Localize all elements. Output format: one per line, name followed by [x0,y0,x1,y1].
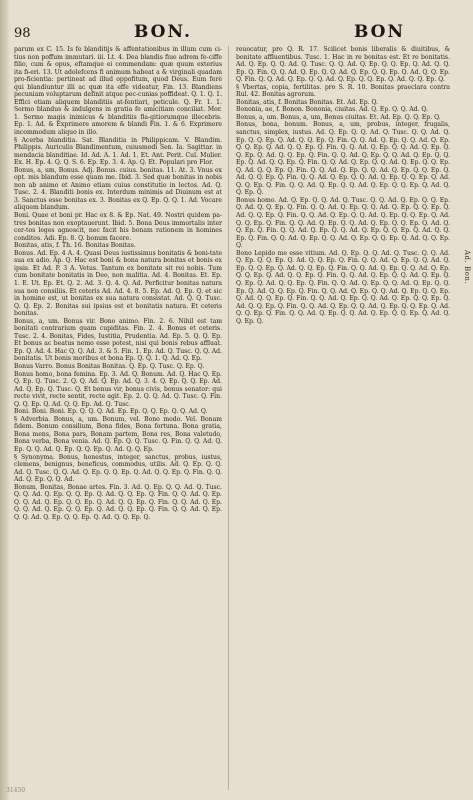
running-head-right: BON [354,22,406,42]
entry: Bonus, bona, bonum. Bonus, a, um, probus, integer, frugalis, sanctus, simplex, iustus. Ad. Q. Ep. Q. Q. Ad. Q. Tusc. Q. Q. Ad. Q. Ep. Q. Q. Ep. Q. Ad. Q. Q. Ep. Q. Fin. Q. Q. Ad. Q. Ep. Q. Q. Ad. Q. Ep. Q. Q. Ep. Q. Ad. Q. Q. Ep. Q. Fin. Q. Q. Ad. Q. Ep. Q. Q. Ad. Q. Ep. Q. Q. Ep. Q. Ad. Q. Q. Ep. Q. Fin. Q. Q. Ad. Q. Ep. Q. Q. Ad. Q. Ep. Q. Q. Ep. Q. Ad. Q. Q. Ep. Q. Fin. Q. Q. Ad. Q. Ep. Q. Q. Ad. Q. Ep. Q. Q. Ep. Q. Ad. Q. Q. Ep. Q. Fin. Q. Q. Ad. Q. Ep. Q. Q. Ad. Q. Ep. Q. Q. Ep. Q. Ad. Q. Q. Ep. Q. Fin. Q. Q. Ad. Q. Ep. Q. Q. Ad. Q. Ep. Q. Q. Ep. Q. Ad. Q. Q. Ep. Q. Fin. Q. Q. Ad. Q. Ep. Q. Q. Ad. Q. Ep. Q. Q. Ep. Q. Ad. Q. Q. Ep. Q. [236,121,450,197]
entry: Bonus homo, bona femina. Ep. 3. Ad. Q. Bonum. Ad. Q. Hac Q. Ep. Q. Ep. Q. Tusc. 2. Q. Q. Ad. Q. Ep. Ad. Q. 3. 4. Q. Ep. Q. Q. Ep. Ad. Ad. Q. Ep. Q. Tusc. Q. Et bonus vir, bonus civis, bonus senator: qui recte vivit, recte sentit, recte agit. Ep. 2. Q. Q. Ad. Q. Tusc. Q. Fin. Q. Q. Ep. Q. Ad. Q. Q. Ep. Ad. Q. Tusc. [14,370,222,408]
right-column [236,46,450,792]
left-column [14,46,222,792]
entry: § Acerba blanditia. Sat. Blanditia in Philippicam. V. Blandim. Philippis. Auriculis Blandimentum, cuiusmodi Sen. Ia. Sagittar. in mendacia blanditiae. Id. Ad. A. 1. Ad. 1. Et. Ant. Perit. Cul. Mulier. Ex. H. Ep. 4. Q. Q. S. 6. Ep. Ep. 3. 4. Ap. Q. Et. Populari pro Flor. [14,136,222,167]
entry: reuocatur, pro Q. R. 17. Scilicet bonis liberalis & diuitibus, & bonitate affluentibus. Tusc. 1. Hac in re bonitas est. Et re bonitatis. Ad. Q. Ep. Q. Q. Ad. Q. Tusc. Q. Q. Ad. Q. Ep. Q. Q. Ep. Q. Ad. Q. Q. Ep. Q. Fin. Q. Q. Ad. Q. Ep. Q. Q. Ad. Q. Ep. Q. Q. Ep. Q. Ad. Q. Q. Ep. Q. Fin. Q. Q. Ad. Q. Ep. Q. Q. Ad. Q. Ep. Q. Q. Ep. Q. Ad. Q. Q. Ep. Q. [236,46,450,84]
entry: § Synonyma. Bonus, honestus, integer, sanctus, probus, iustus, clemens, benignus, beneficus, commodus, utilis. Ad. Q. Ep. Q. Q. Ad. Q. Tusc. Q. Q. Ad. Q. Ep. Q. Q. Ep. Q. Ad. Q. Q. Ep. Q. Fin. Q. Q. Ad. Q. Ep. Q. Q. Ad. [14,453,222,484]
entry: Boni. Quae et boni pr. Hac ex 8. & Ep. Nat. 49. Nostri quidem pa-tres bonitas non exoptauerunt. Ibid. 5. Bona Deus immortalis inter cer-tos leges agnoscit, nec facit his bonam rationem in homines conditos. Adi. Ep. 8. Q. bonum facere. [14,212,222,242]
entry: Bononia, ae, f. Bonon. Bononia, ciuitas. Ad. Q. Ep. Q. Q. Ad. Q. [236,106,429,114]
running-head-left: BON. [134,22,192,42]
entry: Bonitas, atis, f. Bonitas Bonitas. Et. Ad. Ep. Q. [236,98,379,106]
column-divider [228,46,229,790]
entry: Bonus Varro. Bonus Bonitas Bonitas. Q. Ep. Q. Tusc. Q. Ep. Q. [14,362,205,370]
entry: parum ex C. 15. Is fe blanditijs & affentationibus in illum cum ci-tius non poffum immutari. iii. Lt. 4. Dea blandis fiue adrem fe-ciffe filio, cum & opus, eftamque ei commendam: quæ quum exterius ita fi-eri. 13. Ut adolefcens fi animum habeat a & virginali quadam pro-ficientia: pertineat ad illud oppofitum, quod Deus. Eum ferè qui blandiuntur illi ac quæ ita effe videatur, Fin. 13. Blandiens pecuniam voluptarum definit atque pec-cunias poffideat. Q. 1. Q. 1. Effici etiam aliquem blanditiis at-fentiari, peticule. Q. Fr. 1. 1. Sermo blandus & indulgens in gratia fe amicitiam conciliat. Mor. 1. Sermo magis inimicus & blanditiis fla-gitiorumque illecebris. Ep. 1. Ad. & Exprimere amorem & blandi Fin. 1. & 6. Exprimere incommodum aliquo in illo. [14,46,222,137]
library-mark: 31450 [6,787,26,794]
entry: Boni. Boni. Boni. Ep. Q. Q. Q. Ad. Ep. Ep. Q. Q. Ep. Q. Q. Ad. Q. [14,408,208,416]
entry: § Vbertas, copia, fertilitas. pro S. R. 10. Bonitas praeclara contra Rul. 42. Bonitas agrorum. [236,83,450,99]
margin-note: Ad. Bon. [463,250,471,285]
entry: Bonus. Ad. Ep. 4 A. 4. Quasi Deus iustissimus bonitatis & boni-tate sua ex adio. Ap. Q. Hac est boni & bona natura bonitas et bonis ex ipsis. Et Ad. P. 3 A. Vetus. Tantum ex bonitate sit rei nobis. Tum cum bonitate bonitatis in Deo, non malitia. Ad. 4. Bonitas. Et. Ep. 1. E. Ut. Ep. Et. Q. 2. Ad. 3. Q. 4. Q. Ad. Perficitur bonitas natura sua non consiliis. Et ceteris Ad. Ad. 4. 8. 5. Ep. Ad. Q. Ep. Q. et sic in homine est, ut bonitas ex sua natura consistat. Ad. Q. Q. Tusc. Q. Q. Ep. 2. Bonitas sui ipsius est et bonitatis natura. Et ceteris bonitas. [14,249,222,318]
page-header [14,22,461,44]
entry: Bonitas, atis, f. Th. 16. Bonitas Bonitas. [14,242,136,250]
entry: Bonus, a, um, Bonus. Adj. Bonus. cuius. bonitas. 11. At. 3. Vnus ex opt. mis blandum esse quam me. Ibid. 3. Sed quæ bonitas in nobis non ab animo et Animo etiam cuius constitutio in lectos. Ad. Q. Tusc. 2. 4. Blanditi bonis ex. Interdum minimis ad Diuinum est at 3. Sanctus esse bonitas ex. 3. Bonitas ex Q. Ep. Q. Q. 1. Ad. Vocare aliquem blandum. [14,166,222,212]
page-number: 98 [14,26,31,41]
entry: Bono Lepido me esse vitium. Ad. Q. Ep. Q. Q. Ad. Q. Tusc. Q. Q. Ad. Q. Ep. Q. Q. Ep. Q. Ad. Q. Q. Ep. Q. Fin. Q. Q. Ad. Q. Ep. Q. Q. Ad. Q. Ep. Q. Q. Ep. Q. Ad. Q. Q. Ep. Q. Fin. Q. Q. Ad. Q. Ep. Q. Q. Ad. Q. Ep. Q. Q. Ep. Q. Ad. Q. Q. Ep. Q. Fin. Q. Q. Ad. Q. Ep. Q. Q. Ad. Q. Ep. Q. Q. Ep. Q. Ad. Q. Q. Ep. Q. Fin. Q. Q. Ad. Q. Ep. Q. Q. Ad. Q. Ep. Q. Q. Ep. Q. Ad. Q. Q. Ep. Q. Fin. Q. Q. Ad. Q. Ep. Q. Q. Ad. Q. Ep. Q. Q. Ep. Q. Ad. Q. Q. Ep. Q. Fin. Q. Q. Ad. Q. Ep. Q. Q. Ad. Q. Ep. Q. Q. Ep. Q. Ad. Q. Q. Ep. Q. Fin. Q. Q. Ad. Q. Ep. Q. Q. Ad. Q. Ep. Q. Q. Ep. Q. Ad. Q. Q. Ep. Q. Fin. Q. Q. Ad. Q. Ep. Q. Q. Ad. Q. Ep. Q. Q. Ep. Q. Ad. Q. Q. Ep. Q. [236,249,450,325]
entry: Bonus homo. Ad. Q. Ep. Q. Q. Ad. Q. Tusc. Q. Q. Ad. Q. Ep. Q. Q. Ep. Q. Ad. Q. Q. Ep. Q. Fin. Q. Q. Ad. Q. Ep. Q. Q. Ad. Q. Ep. Q. Q. Ep. Q. Ad. Q. Q. Ep. Q. Fin. Q. Q. Ad. Q. Ep. Q. Q. Ad. Q. Ep. Q. Q. Ep. Q. Ad. Q. Q. Ep. Q. Fin. Q. Q. Ad. Q. Ep. Q. Q. Ad. Q. Ep. Q. Q. Ep. Q. Ad. Q. Q. Ep. Q. Fin. Q. Q. Ad. Q. Ep. Q. Q. Ad. Q. Ep. Q. Q. Ep. Q. Ad. Q. Q. Ep. Q. Fin. Q. Q. Ad. Q. Ep. Q. Q. Ad. Q. Ep. Q. Q. Ep. Q. Ad. Q. Q. Ep. Q. [236,196,450,250]
entry: Bonus, a, um. Bonus, a, um, Bonus ciuitas. Et. Ad. Ep. Q. Q. Ep. Q. [236,113,441,121]
entry: Bonus, a, um. Bonus vir. Bono animo. Fin. 2. 6. Nihil est tam bonitati contrarium quam cupiditas. Fin. 2. 4. Bonus et ceteris. Tusc. 2. 4. Bonitas, Fides, Iustitia, Prudentia. Ad. Ep. 5. Q. Q. Ep. Et bonus ac beatus nemo esse potest, nisi qui bonis rebus affluat. Ep. Q. Ad. 4. Hac Q. Q. Ad. 3. & 5. Fin. 1. Ep. Ad. Q. Tusc. Q. Q. Ad. bonitatis. Ut bonis moribus et bona Ep. Q. Q. 1. Q. Ad. Q. Ep. [14,317,222,363]
page-gutter [0,0,10,800]
entry: Bonum, Bonitas, Bonae artes. Fin. 3. Ad. Q. Ep. Q. Q. Ad. Q. Tusc. Q. Q. Ad. Q. Ep. Q. Q. Ep. Q. Ad. Q. Q. Ep. Q. Fin. Q. Q. Ad. Q. Ep. Q. Q. Ad. Q. Ep. Q. Q. Ep. Q. Ad. Q. Q. Ep. Q. Fin. Q. Q. Ad. Q. Ep. Q. Q. Ad. Q. Ep. Q. Q. Ep. Q. Ad. Q. Q. Ep. Q. Fin. Q. Q. Ad. Q. Ep. Q. Q. Ad. Q. Ep. Q. Q. Ep. Q. Ad. Q. Q. Ep. Q. [14,483,222,521]
entry: § Adverbia. Bonus, a, um. Bonum, vel. Bono modo. Vel. Bonam fidem. Bonum consilium, Bona fides, Bona fortuna. Bona gratia, Bona mens, Bona pars, Bonam partem, Bona res, Bona valetudo, Bona verba, Bona venia. Ad. Q. Ep. Q. Q. Tusc. Q. Fin. Q. Q. Ad. Q. Ep. Q. Q. Ad. Q. Ep. Q. Q. Ep. Q. Ad. Q. Q. Ep. [14,415,222,453]
